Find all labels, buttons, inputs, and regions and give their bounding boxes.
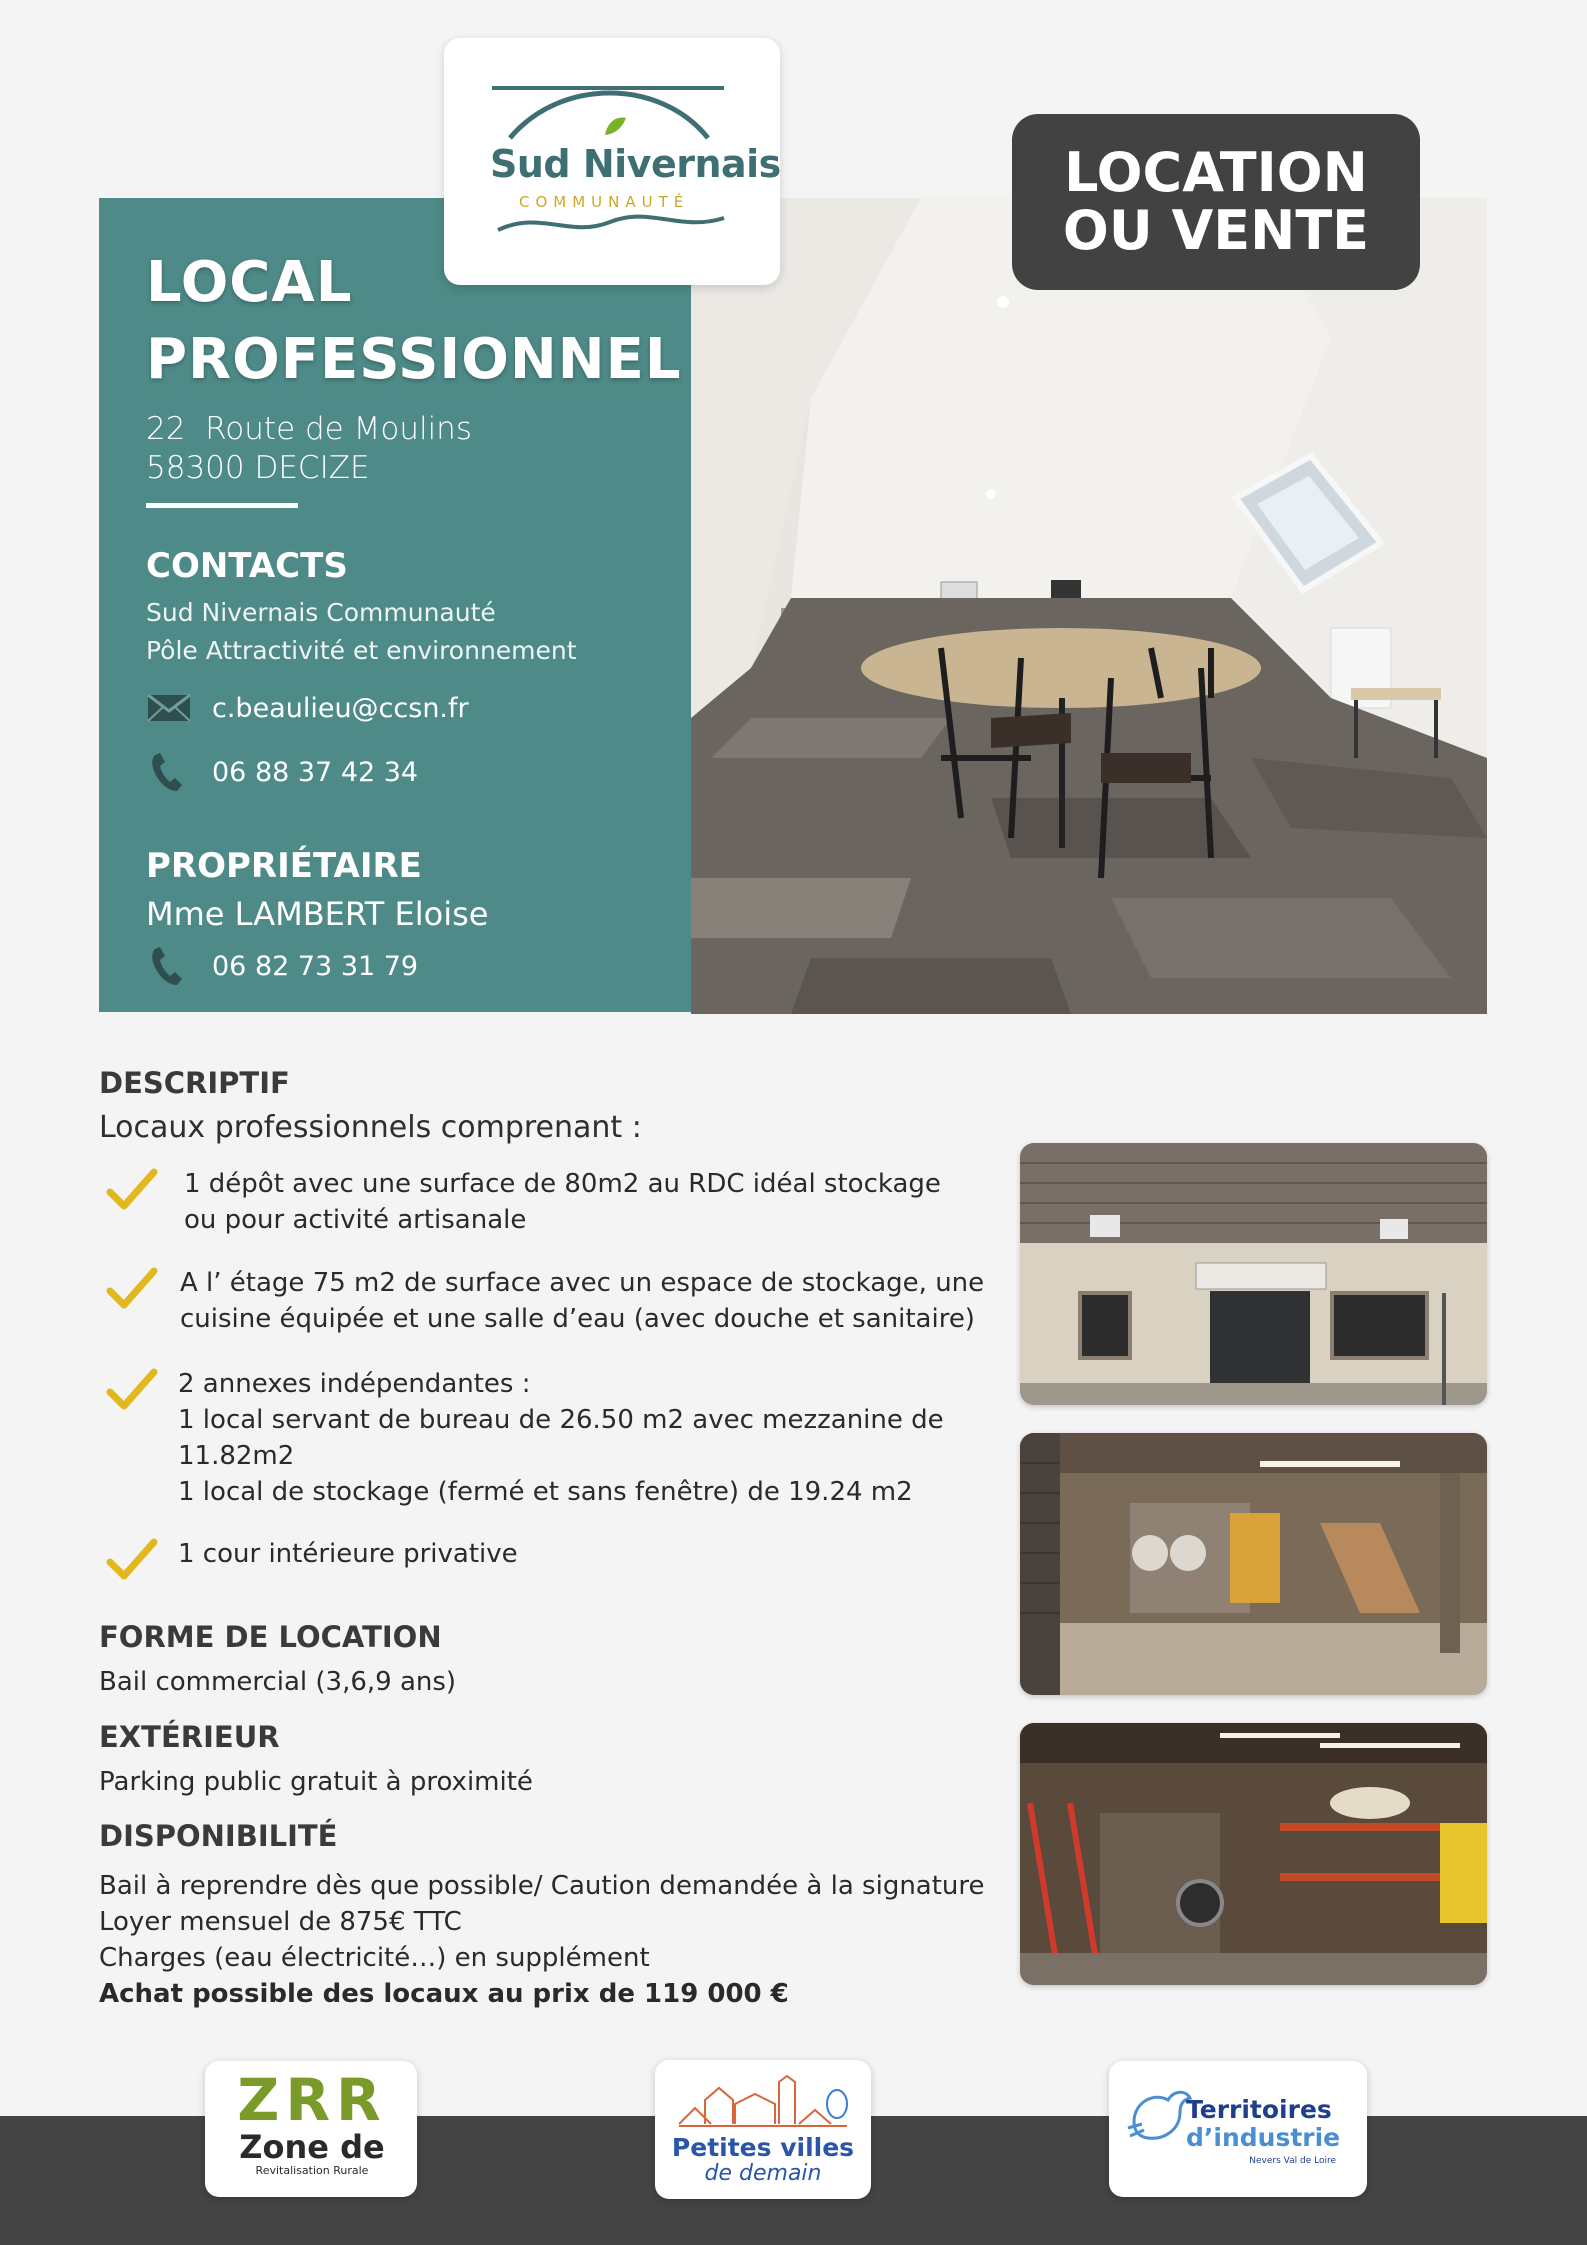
owner-name: Mme LAMBERT Eloise bbox=[146, 895, 489, 933]
territoires-industrie-logo bbox=[1186, 2096, 1356, 2166]
feature-item-1 bbox=[106, 1166, 941, 1238]
zrr-big-text: ZRR bbox=[237, 2066, 387, 2134]
divider bbox=[146, 503, 298, 508]
contact-organization bbox=[146, 594, 577, 670]
contact-phone-row bbox=[146, 754, 418, 790]
feature-3-line-4: 1 local de stockage (fermé et sans fenêtre) de 19.24 m2 bbox=[178, 1477, 913, 1507]
zrr-logo bbox=[232, 2066, 392, 2178]
disponibilite-text bbox=[99, 1868, 999, 2012]
checkmark-icon bbox=[106, 1166, 158, 1212]
feature-item-3 bbox=[106, 1366, 944, 1510]
ti-line-2: d’industrie bbox=[1186, 2123, 1341, 2152]
exterieur-text: Parking public gratuit à proximité bbox=[99, 1767, 533, 1797]
address-city: 58300 DECIZE bbox=[146, 450, 370, 486]
feature-item-4 bbox=[106, 1536, 518, 1582]
org-line-2: Pôle Attractivité et environnement bbox=[146, 636, 577, 665]
depot-interior-photo bbox=[1020, 1433, 1487, 1695]
feature-1-line-2: ou pour activité artisanale bbox=[184, 1205, 527, 1235]
pvd-line-1: Petites villes bbox=[671, 2133, 855, 2162]
workshop-storage-photo bbox=[1020, 1723, 1487, 1985]
dispo-line-4: Achat possible des locaux au prix de 119 000 € bbox=[99, 1979, 789, 2009]
feature-3-line-3: 11.82m2 bbox=[178, 1441, 295, 1471]
descriptif-intro: Locaux professionnels comprenant : bbox=[99, 1110, 642, 1145]
forme-location-heading: FORME DE LOCATION bbox=[99, 1620, 442, 1654]
phone-icon bbox=[146, 754, 192, 790]
checkmark-icon bbox=[106, 1366, 158, 1412]
address bbox=[146, 410, 472, 488]
feature-2-line-2: cuisine équipée et une salle d’eau (avec douche et sanitaire) bbox=[180, 1304, 975, 1334]
contact-email-row bbox=[146, 690, 469, 726]
feature-3-line-2: 1 local servant de bureau de 26.50 m2 avec mezzanine de bbox=[178, 1405, 944, 1435]
address-street: 22 Route de Moulins bbox=[146, 411, 472, 447]
village-skyline-icon bbox=[675, 2074, 851, 2130]
title-line-2: PROFESSIONNEL bbox=[146, 327, 682, 392]
phone-icon bbox=[146, 948, 192, 984]
logo-sub-text: COMMUNAUTÉ bbox=[519, 193, 690, 211]
badge-line-1: LOCATION bbox=[1064, 141, 1368, 204]
building-exterior-photo bbox=[1020, 1143, 1487, 1405]
owner-phone-link[interactable]: 06 82 73 31 79 bbox=[212, 950, 419, 982]
owner-phone-row bbox=[146, 948, 418, 984]
dispo-line-1: Bail à reprendre dès que possible/ Caution demandée à la signature bbox=[99, 1871, 985, 1901]
feature-4-line-1: 1 cour intérieure privative bbox=[178, 1539, 518, 1569]
envelope-icon bbox=[146, 690, 192, 726]
feature-item-2 bbox=[106, 1265, 984, 1337]
forme-location-text: Bail commercial (3,6,9 ans) bbox=[99, 1667, 457, 1697]
disponibilite-heading: DISPONIBILITÉ bbox=[99, 1819, 338, 1853]
exterieur-heading: EXTÉRIEUR bbox=[99, 1720, 280, 1754]
pvd-line-2: de demain bbox=[704, 2161, 822, 2186]
contacts-heading: CONTACTS bbox=[146, 546, 348, 586]
dispo-line-2: Loyer mensuel de 875€ TTC bbox=[99, 1907, 462, 1937]
contact-email-link[interactable]: c.beaulieu@ccsn.fr bbox=[212, 692, 469, 724]
descriptif-heading: DESCRIPTIF bbox=[99, 1066, 290, 1100]
feature-2-line-1: A l’ étage 75 m2 de surface avec un espace de stockage, une bbox=[180, 1268, 985, 1298]
ti-line-3: Nevers Val de Loire bbox=[1249, 2156, 1336, 2166]
main-photo bbox=[691, 198, 1487, 1014]
checkmark-icon bbox=[106, 1265, 158, 1311]
feature-3-line-1: 2 annexes indépendantes : bbox=[178, 1369, 531, 1399]
owner-heading: PROPRIÉTAIRE bbox=[146, 846, 422, 886]
logo-brand-text: Sud Nivernais bbox=[490, 142, 781, 186]
zrr-mid-text: Zone de bbox=[239, 2128, 385, 2166]
petites-villes-logo bbox=[663, 2134, 863, 2186]
zrr-small-text: Revitalisation Rurale bbox=[255, 2164, 369, 2177]
feature-1-line-1: 1 dépôt avec une surface de 80m2 au RDC idéal stockage bbox=[184, 1169, 941, 1199]
title-line-1: LOCAL bbox=[146, 250, 353, 315]
org-line-1: Sud Nivernais Communauté bbox=[146, 598, 496, 627]
ti-line-1: Territoires bbox=[1186, 2095, 1332, 2124]
contact-phone-link[interactable]: 06 88 37 42 34 bbox=[212, 756, 419, 788]
checkmark-icon bbox=[106, 1536, 158, 1582]
location-ou-vente-badge bbox=[1012, 114, 1420, 290]
badge-line-2: OU VENTE bbox=[1062, 199, 1370, 262]
kitchen-photo-image bbox=[691, 198, 1487, 1014]
dispo-line-3: Charges (eau électricité…) en supplément bbox=[99, 1943, 650, 1973]
